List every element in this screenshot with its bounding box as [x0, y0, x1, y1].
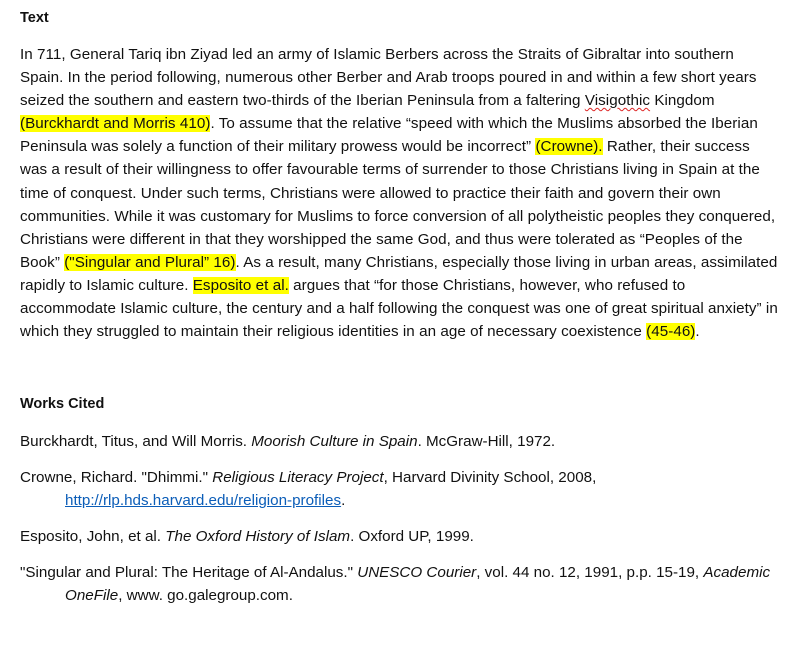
text-segment: argues that “for those Christians, however, who refused to accommodate Islamic culture, the century and a half following the conquest was one of great spiritual anxiety” in which they struggled to maintain their religious identities in an age of necessary coexistence — [20, 276, 778, 341]
citation-details: , Harvard Divinity School, 2008, — [383, 469, 597, 487]
highlighted-citation: Esposito et al. — [192, 276, 289, 294]
text-segment: Kingdom — [650, 92, 715, 110]
works-cited-entry — [20, 430, 780, 453]
citation-author: Crowne, Richard. "Dhimmi." — [20, 469, 213, 487]
text-segment: . — [695, 323, 700, 341]
works-cited-heading: Works Cited — [20, 396, 105, 413]
document-page — [20, 6, 780, 607]
citation-link[interactable]: http://rlp.hds.harvard.edu/religion-profiles — [65, 492, 342, 510]
citation-title: Moorish Culture in Spain — [251, 433, 418, 451]
text-segment: . As a result, many Christians, especially those living in urban areas, assimilated rapidly to Islamic culture. — [20, 253, 778, 294]
citation-author: Burckhardt, Titus, and Will Morris. — [20, 433, 252, 451]
highlighted-citation: (Burckhardt and Morris 410) — [20, 115, 211, 133]
works-cited-entry — [20, 561, 780, 607]
citation-details: . McGraw-Hill, 1972. — [417, 433, 556, 451]
citation-author: Esposito, John, et al. — [20, 528, 166, 546]
text-segment: . To assume that the relative “speed with which the Muslims absorbed the Iberian Peninsula was solely a function of their military prowess would be incorrect” — [20, 115, 758, 156]
citation-author: "Singular and Plural: The Heritage of Al-Andalus." — [20, 564, 358, 582]
citation-database: Academic OneFile — [65, 564, 771, 605]
text-segment: In 711, General Tariq ibn Ziyad led an army of Islamic Berbers across the Straits of Gibraltar into southern Spain. In the period following, numerous other Berber and Arab troops poured in and within a few short years seized the southern and eastern two-thirds of the Iberian Peninsula from a faltering — [20, 46, 757, 110]
text-section-heading: Text — [20, 10, 49, 26]
highlighted-citation: ("Singular and Plural” 16) — [64, 253, 236, 271]
citation-details: , vol. 44 no. 12, 1991, p.p. 15-19, — [476, 564, 704, 582]
spellcheck-flagged-word[interactable]: Visigothic — [584, 92, 651, 110]
citation-title: Religious Literacy Project — [212, 469, 384, 487]
text-segment: Rather, their success was a result of their willingness to offer favourable terms of surrender to those Christians living in Spain at the time of conquest. Under such terms, Christians were allowed to practice their faith and govern their own communities. While it was customary for Muslims to force conversion of all polytheistic peoples they conquered, Christians were different in that they worshipped the same God, and thus were tolerated as “Peoples of the Book” — [20, 138, 776, 271]
citation-details: . — [341, 492, 346, 510]
highlighted-citation: (Crowne). — [535, 138, 603, 156]
essay-paragraph — [20, 43, 780, 343]
citation-title: The Oxford History of Islam — [165, 528, 351, 546]
works-cited-entry — [20, 466, 780, 512]
citation-details: . Oxford UP, 1999. — [350, 528, 474, 546]
highlighted-citation: (45-46) — [646, 323, 696, 341]
citation-details: , www. go.galegroup.com. — [118, 587, 293, 605]
citation-title: UNESCO Courier — [357, 564, 477, 582]
works-cited-entry — [20, 525, 780, 548]
